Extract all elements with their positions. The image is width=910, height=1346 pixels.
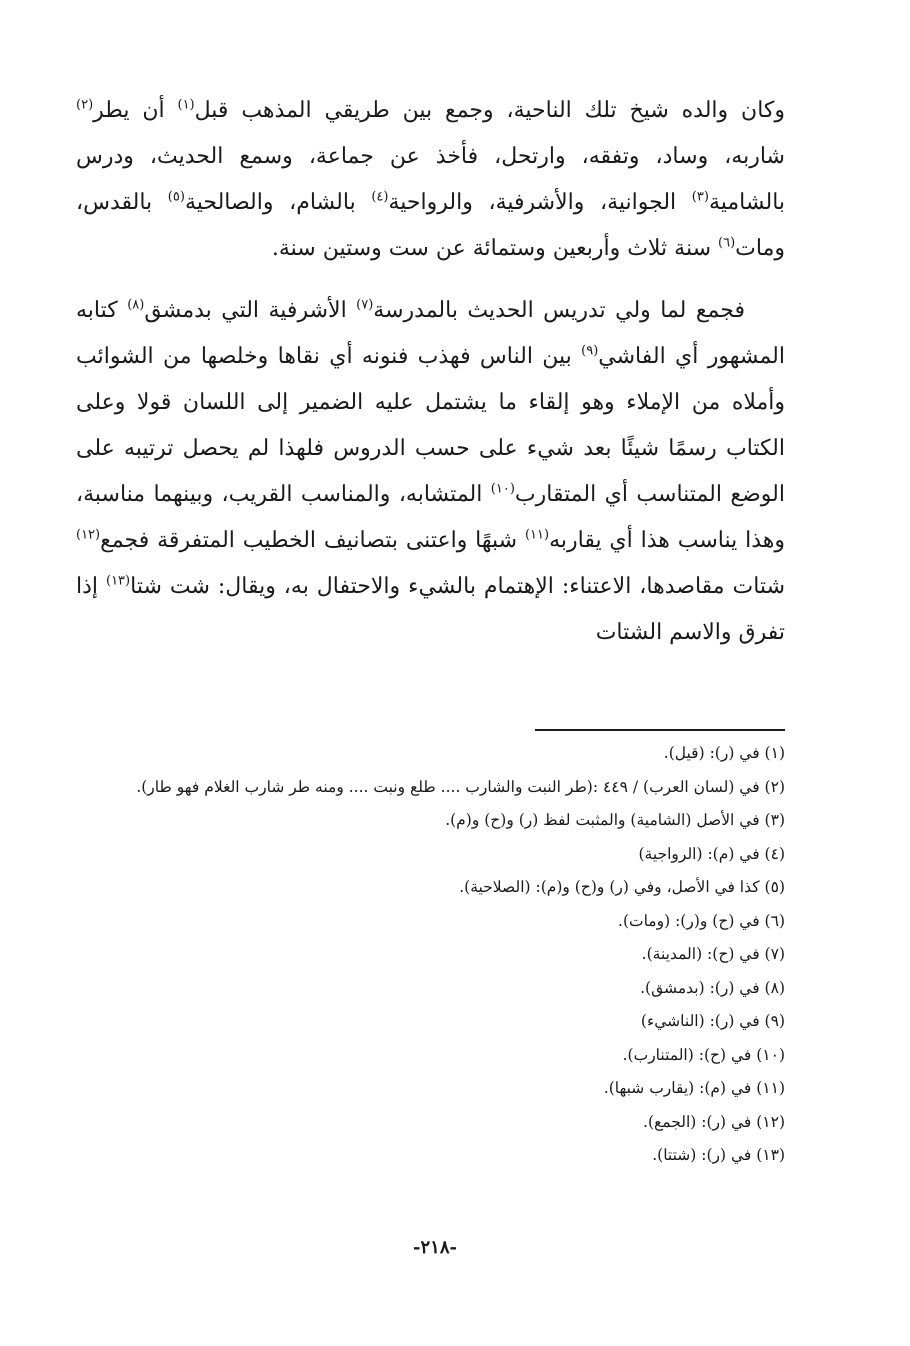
footnote-8: (٨) في (ر): (بدمشق). (640, 978, 785, 997)
text-run: سنة ثلاث وأربعين وستمائة عن ست وستين سنة. (271, 236, 719, 261)
footnote-ref: (٤) (371, 189, 389, 205)
footnote-4: (٤) في (م): (الرواجية) (638, 844, 785, 863)
page-number: -٢١٨- (413, 1237, 457, 1258)
paragraph-2 (76, 288, 785, 656)
text-run: الأشرفية التي بدمشق (144, 298, 357, 323)
footnote-5: (٥) كذا في الأصل، وفي (ر) و(ح) و(م): (الصلاحية). (459, 878, 785, 896)
text-run: شبهًا واعتنى بتصانيف الخطيب المتفرقة فجمع (100, 528, 525, 553)
text-run: إذا تفرق والاسم الشتات (76, 574, 785, 645)
paragraph-1 (76, 88, 785, 272)
text-run: بين الناس فهذب فنونه أي نقاها وخلصها من الشوائب وأملاه من الإملاء وهو إلقاء ما يشتمل عليه الضمير إلى اللسان قولا وعلى الكتاب رسمًا شيئًا بعد شيء على حسب الدروس فلهذا لم يحصل ترتيبه على الوضع المتناسب أي المتقارب (76, 344, 785, 507)
footnote-ref: (٦) (718, 235, 736, 251)
footnote-ref: (١٠) (490, 481, 515, 497)
text-run: فجمع لما ولي تدريس الحديث بالمدرسة (373, 298, 745, 323)
text-run: الجوانية، والأشرفية، والرواحية (388, 190, 692, 215)
footnote-9: (٩) في (ر): (الناشيء) (640, 1012, 785, 1030)
footnote-ref: (٥) (167, 189, 185, 205)
footnote-6: (٦) في (ح) و(ر): (ومات). (618, 911, 785, 930)
footnote-ref: (٢) (76, 97, 94, 113)
text-run: شتات مقاصدها، الاعتناء: الإهتمام بالشيء والاحتفال به، ويقال: شت شتا (130, 574, 786, 599)
footnote-ref: (٩) (581, 343, 599, 359)
footnote-3: (٣) في الأصل (الشامية) والمثبت لفظ (ر) و(ح) و(م). (445, 811, 785, 829)
footnote-13: (١٣) في (ر): (شتتا). (652, 1146, 785, 1164)
footnote-1: (١) في (ر): (قيل). (663, 744, 785, 762)
footnote-ref: (١٢) (76, 527, 101, 543)
footnote-ref: (٣) (691, 189, 709, 205)
footnote-ref: (١١) (524, 527, 550, 543)
footnote-ref: (١) (177, 97, 195, 113)
footnote-10: (١٠) في (ح): (المتنارب). (622, 1045, 785, 1064)
footnote-separator (535, 729, 785, 731)
text-run: وكان والده شيخ تلك الناحية، وجمع بين طريقي المذهب قبل (194, 98, 785, 123)
main-text (76, 88, 785, 656)
footnote-2: (٢) في (لسان العرب) / ٤٤٩ :(طر النبت والشارب .... طلع ونبت .... ومنه طر شارب الغلام فهو طار). (136, 777, 785, 796)
footnote-ref: (٨) (127, 297, 145, 313)
footnote-12: (١٢) في (ر): (الجمع). (643, 1112, 785, 1131)
text-run: بالشام، والصالحية (184, 190, 372, 215)
footnote-11: (١١) في (م): (يقارب شبها). (603, 1079, 785, 1097)
text-run: شاربه، وساد، وتفقه، وارتحل، فأخذ عن جماعة، وسمع الحديث، ودرس بالشامية (76, 144, 786, 215)
footnotes-list (76, 737, 785, 1173)
text-run: أن يطر (93, 98, 178, 123)
text-run: كتابه المشهور أي الفاشي (76, 298, 786, 369)
footnote-ref: (١٣) (106, 573, 131, 589)
text-run: بالقدس، ومات (76, 190, 785, 261)
footnote-ref: (٧) (356, 297, 374, 313)
footnote-7: (٧) في (ح): (المدينة). (641, 945, 785, 963)
text-run: المتشابه، والمناسب القريب، وبينهما مناسبة، وهذا يناسب هذا أي يقاربه (76, 482, 785, 553)
